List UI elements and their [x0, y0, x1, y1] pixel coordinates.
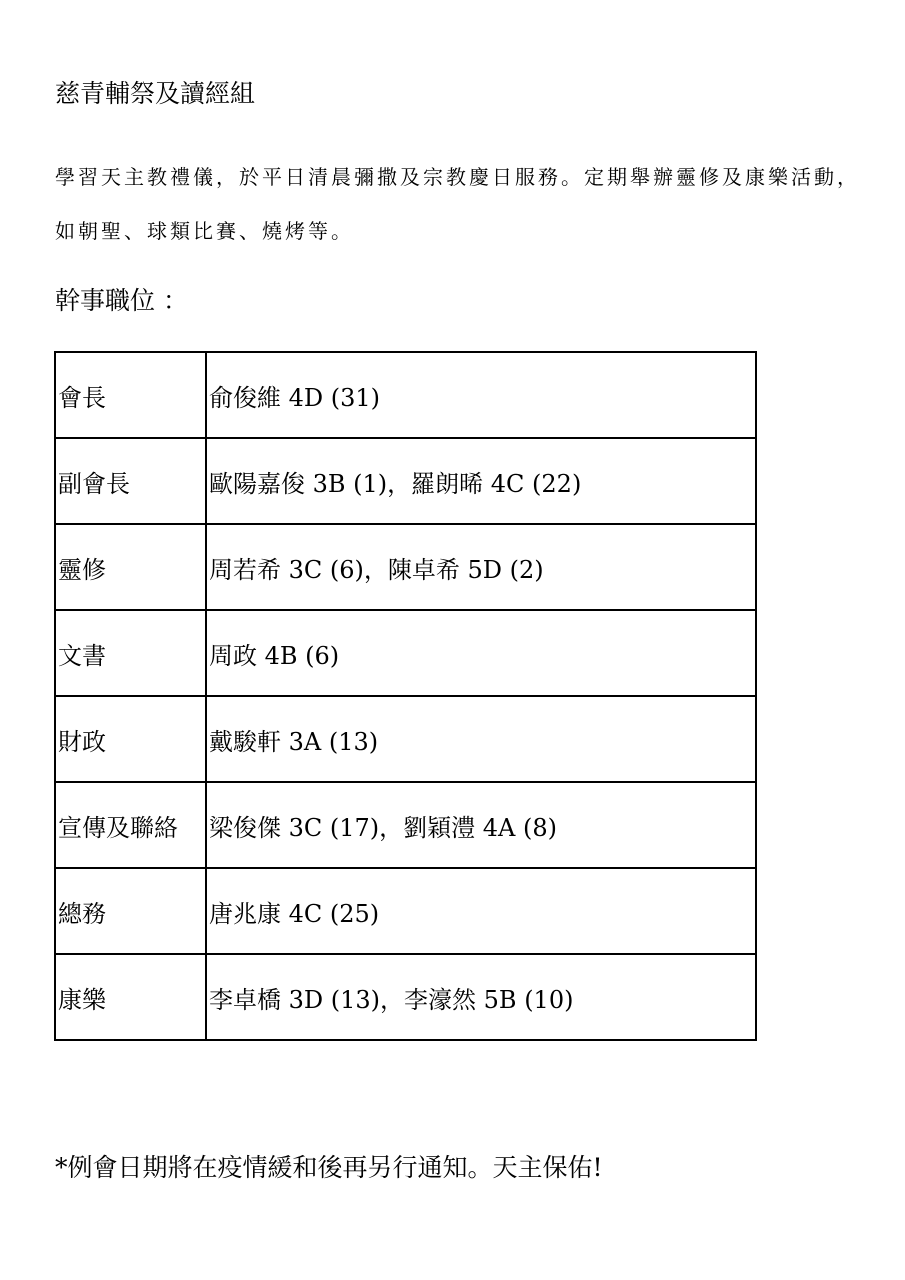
role-cell: 宣傳及聯絡 — [55, 782, 206, 868]
table-row — [55, 352, 756, 438]
footer-note: *例會日期將在疫情緩和後再另行通知。天主保佑! — [55, 1153, 603, 1182]
members-cell: 戴駿軒 3A (13) — [206, 696, 756, 782]
table-row — [55, 954, 756, 1040]
members-cell: 歐陽嘉俊 3B (1)，羅朗晞 4C (22) — [206, 438, 756, 524]
role-cell: 財政 — [55, 696, 206, 782]
table-row — [55, 782, 756, 868]
role-cell: 康樂 — [55, 954, 206, 1040]
role-cell: 總務 — [55, 868, 206, 954]
table-row — [55, 438, 756, 524]
intro-paragraph: 學習天主教禮儀，於平日清晨彌撒及宗教慶日服務。定期舉辦靈修及康樂活動，如朝聖、球類比賽、燒烤等。 — [55, 165, 860, 243]
page-title: 慈青輔祭及讀經組 — [55, 79, 256, 108]
officers-table — [54, 351, 757, 1041]
table-row — [55, 524, 756, 610]
members-cell: 梁俊傑 3C (17)，劉穎澧 4A (8) — [206, 782, 756, 868]
members-cell: 俞俊維 4D (31) — [206, 352, 756, 438]
table-row — [55, 868, 756, 954]
members-cell: 周政 4B (6) — [206, 610, 756, 696]
table-row — [55, 696, 756, 782]
committee-heading: 幹事職位 ： — [55, 286, 188, 315]
members-cell: 李卓橋 3D (13)，李濠然 5B (10) — [206, 954, 756, 1040]
role-cell: 會長 — [55, 352, 206, 438]
table-row — [55, 610, 756, 696]
role-cell: 靈修 — [55, 524, 206, 610]
role-cell: 文書 — [55, 610, 206, 696]
role-cell: 副會長 — [55, 438, 206, 524]
members-cell: 周若希 3C (6)，陳卓希 5D (2) — [206, 524, 756, 610]
members-cell: 唐兆康 4C (25) — [206, 868, 756, 954]
